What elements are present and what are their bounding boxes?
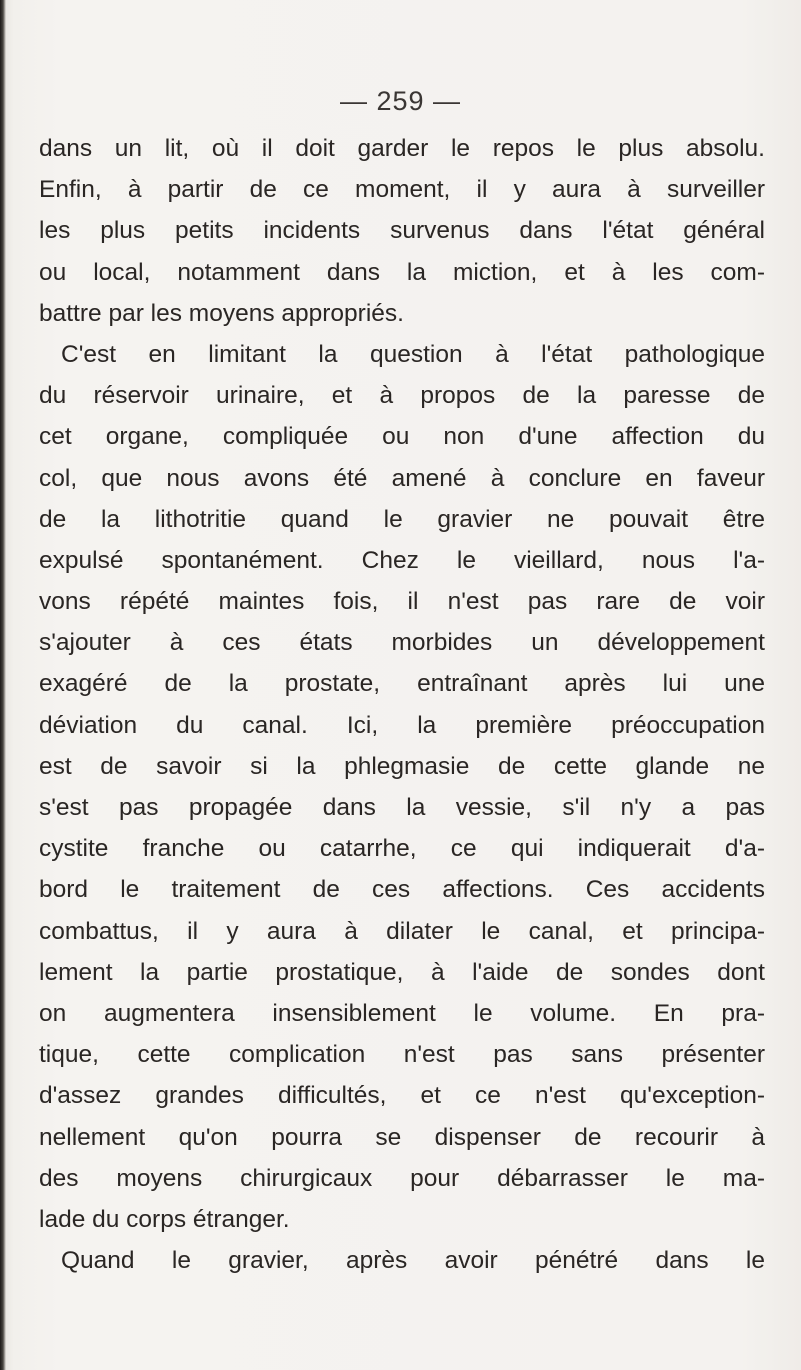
binding-edge <box>0 0 6 1370</box>
text-line: les plus petits incidents survenus dans l'état général <box>39 217 765 245</box>
body-text <box>39 128 765 1281</box>
text-line: combattus, il y aura à dilater le canal, et principa- <box>39 917 765 945</box>
text-line: est de savoir si la phlegmasie de cette glande ne <box>39 752 765 780</box>
text-line: d'assez grandes difficultés, et ce n'est qu'exception- <box>39 1082 765 1110</box>
text-line: dans un lit, où il doit garder le repos le plus absolu. <box>39 135 765 162</box>
text-line: on augmentera insensiblement le volume. En pra- <box>39 999 765 1027</box>
text-line: battre par les moyens appropriés. <box>39 299 404 327</box>
text-line: bord le traitement de ces affections. Ces accidents <box>39 876 765 904</box>
page-number-header: — 259 — <box>339 86 462 116</box>
text-line: s'est pas propagée dans la vessie, s'il n'y a pas <box>39 794 765 821</box>
text-line: lade du corps étranger. <box>39 1205 290 1233</box>
text-line: cystite franche ou catarrhe, ce qui indiquerait d'a- <box>39 835 765 863</box>
text-line: déviation du canal. Ici, la première préoccupation <box>39 711 765 739</box>
text-line: nellement qu'on pourra se dispenser de recourir à <box>39 1123 765 1151</box>
text-line: de la lithotritie quand le gravier ne pouvait être <box>39 505 765 533</box>
text-line: du réservoir urinaire, et à propos de la paresse de <box>39 382 765 410</box>
text-line: col, que nous avons été amené à conclure en faveur <box>39 464 765 492</box>
text-line: des moyens chirurgicaux pour débarrasser le ma- <box>39 1164 765 1192</box>
text-line: Enfin, à partir de ce moment, il y aura à surveiller <box>39 176 765 204</box>
text-line: vons répété maintes fois, il n'est pas rare de voir <box>39 588 765 616</box>
text-line: tique, cette complication n'est pas sans présenter <box>39 1041 765 1069</box>
text-line: Quand le gravier, après avoir pénétré dans le <box>61 1247 765 1275</box>
text-line: C'est en limitant la question à l'état pathologique <box>61 340 765 368</box>
text-line: cet organe, compliquée ou non d'une affection du <box>39 423 765 451</box>
text-line: s'ajouter à ces états morbides un développement <box>39 629 765 657</box>
text-line: ou local, notamment dans la miction, et à les com- <box>39 258 765 286</box>
text-line: lement la partie prostatique, à l'aide de sondes dont <box>39 958 765 986</box>
text-line: exagéré de la prostate, entraînant après lui une <box>39 670 765 698</box>
text-line: expulsé spontanément. Chez le vieillard, nous l'a- <box>39 546 765 574</box>
